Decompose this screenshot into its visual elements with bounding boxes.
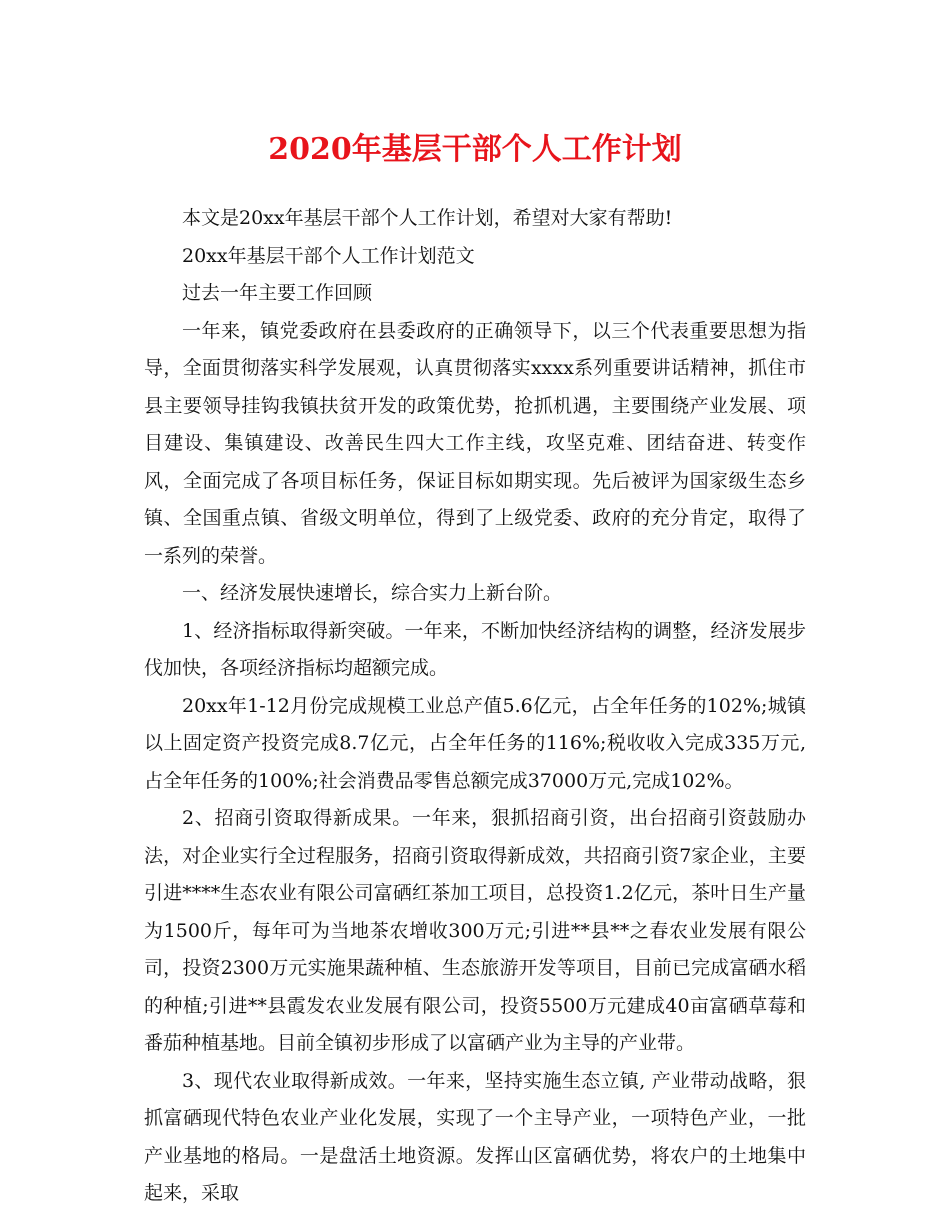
document-title: 2020年基层干部个人工作计划 <box>268 132 682 167</box>
paragraph-subtitle: 20xx年基层干部个人工作计划范文 <box>182 244 475 267</box>
document-body <box>144 200 806 1213</box>
paragraph-section-heading: 过去一年主要工作回顾 <box>182 282 373 304</box>
paragraph-agriculture: 3、现代农业取得新成效。一年来，坚持实施生态立镇, 产业带动战略，狠抓富硒现代特色农业产业化发展，实现了一个主导产业，一项特色产业，一批产业基地的格局。一是盘活土地资源。发挥山区富硒优势，将农户的土地集中起来，采取 <box>144 1069 806 1204</box>
paragraph-economic-indicators: 1、经济指标取得新突破。一年来，不断加快经济结构的调整，经济发展步伐加快，各项经济指标均超额完成。 <box>144 619 806 679</box>
paragraph-statistics: 20xx年1-12月份完成规模工业总产值5.6亿元，占全年任务的102%;城镇以上固定资产投资完成8.7亿元，占全年任务的116%;税收收入完成335万元, 占全年任务的100%;社会消费品零售总额完成37000万元,完成102%。 <box>144 694 806 792</box>
paragraph-review: 一年来，镇党委政府在县委政府的正确领导下，以三个代表重要思想为指导，全面贯彻落实科学发展观，认真贯彻落实xxxx系列重要讲话精神，抓住市县主要领导挂钩我镇扶贫开发的政策优势，抢抓机遇，主要围绕产业发展、项目建设、集镇建设、改善民生四大工作主线，攻坚克难、团结奋进、转变作风，全面完成了各项目标任务，保证目标如期实现。先后被评为国家级生态乡镇、全国重点镇、省级文明单位，得到了上级党委、政府的充分肯定，取得了一系列的荣誉。 <box>144 319 806 567</box>
paragraph-heading-economy: 一、经济发展快速增长，综合实力上新台阶。 <box>182 582 563 604</box>
paragraph-intro: 本文是20xx年基层干部个人工作计划，希望对大家有帮助! <box>182 207 673 229</box>
paragraph-investment: 2、招商引资取得新成果。一年来，狠抓招商引资，出台招商引资鼓励办法，对企业实行全过程服务，招商引资取得新成效，共招商引资7家企业，主要引进****生态农业有限公司富硒红茶加工项目，总投资1.2亿元，茶叶日生产量为1500斤，每年可为当地茶农增收300万元;引进**县**之春农业发展有限公司，投资2300万元实施果蔬种植、生态旅游开发等项目，目前已完成富硒水稻的种植;引进**县霞发农业发展有限公司，投资5500万元建成40亩富硒草莓和番茄种植基地。目前全镇初步形成了以富硒产业为主导的产业带。 <box>144 807 806 1054</box>
